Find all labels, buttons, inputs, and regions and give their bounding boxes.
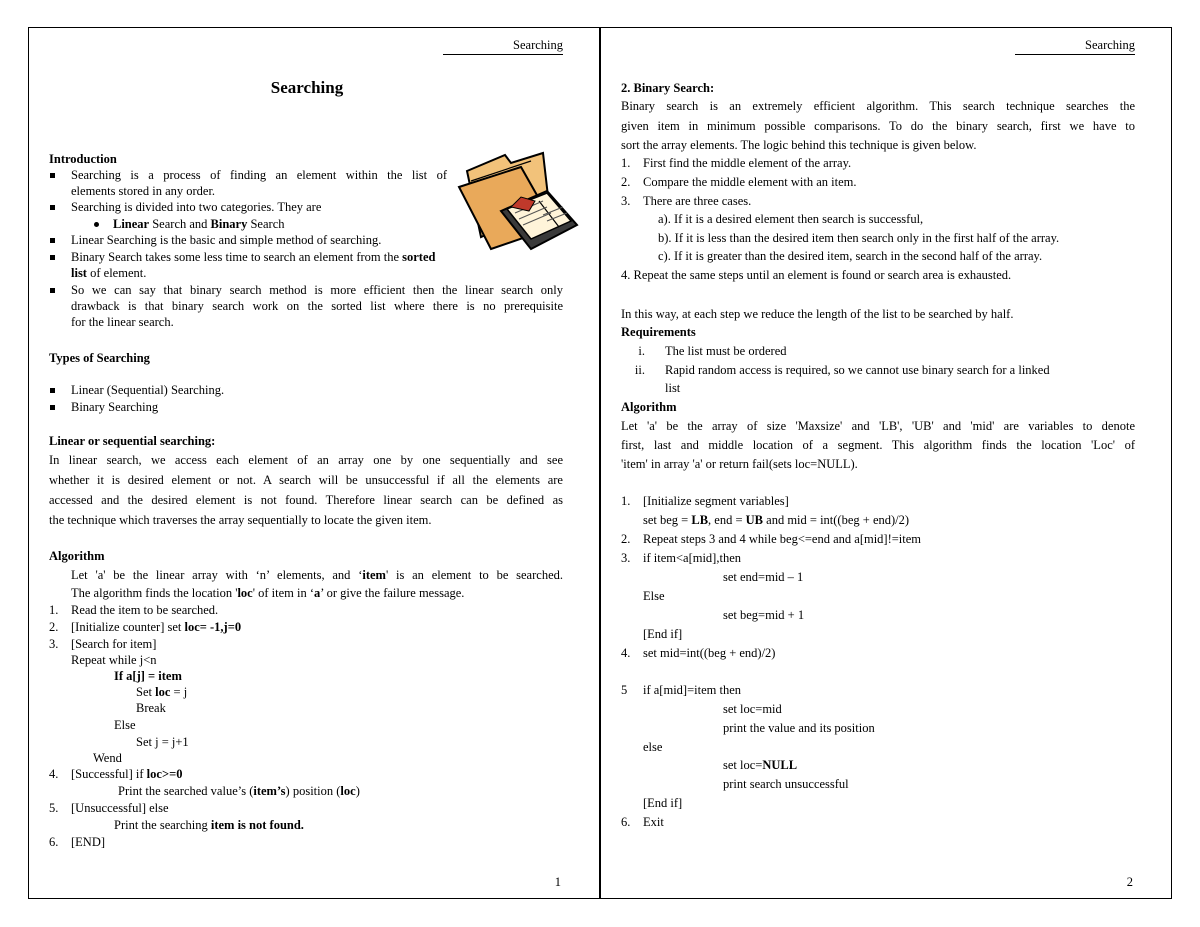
binary-paragraph-1: Binary search is an extremely efficient algorithm. This search technique searches the — [621, 99, 1135, 113]
step-2-number: 2. — [49, 620, 59, 634]
folder-book-clipart — [451, 141, 587, 253]
step-1-number: 1. — [49, 603, 59, 617]
algo-step-3-set-end: set end=mid – 1 — [723, 570, 804, 584]
loc-bold: loc — [237, 586, 253, 600]
step-4-bold: loc>=0 — [146, 767, 183, 781]
page-2 — [600, 27, 1172, 899]
step-5-print — [114, 817, 304, 833]
step-3-break: Break — [136, 701, 166, 715]
requirement-1: The list must be ordered — [665, 344, 787, 358]
print-a: Print the searched value’s ( — [118, 784, 254, 798]
algo-step-1: [Initialize segment variables] — [643, 494, 789, 508]
mid-text: and mid = int((beg + end)/2) — [763, 513, 910, 527]
page-title: Searching — [270, 78, 344, 97]
algorithm-heading: Algorithm — [49, 549, 105, 563]
algo-step-5-print-fail: print search unsuccessful — [723, 777, 849, 791]
algorithm-intro-1 — [71, 567, 563, 583]
step-2-text — [71, 619, 241, 635]
set-text: Set — [136, 685, 156, 699]
linear-paragraph-line-1: In linear search, we access each element of an array one by one sequentially and see — [49, 453, 563, 467]
logic-step-1: First find the middle element of the array. — [643, 156, 852, 170]
logic-step-2-number: 2. — [621, 175, 631, 189]
print-c: ) — [355, 784, 360, 798]
logic-step-2: Compare the middle element with an item. — [643, 175, 857, 189]
list-bold: list — [71, 266, 87, 280]
types-item-1: Linear (Sequential) Searching. — [71, 383, 225, 397]
algorithm-heading: Algorithm — [621, 400, 677, 414]
print-b: ) position ( — [285, 784, 341, 798]
algo-step-5-set-loc: set loc=mid — [723, 702, 782, 716]
intro-bullet-5a: So we can say that binary search method is more efficient then the linear search only — [71, 283, 563, 297]
intro-bullet-5c: for the linear search. — [71, 315, 174, 329]
algo-step-2-number: 2. — [621, 532, 631, 546]
algorithm-paragraph-2: first, last and middle location of a segment. This algorithm finds the location 'Loc' of — [621, 438, 1135, 452]
binary-paragraph-2: given item in minimum possible comparisons. To do the binary search, first we have to — [621, 119, 1135, 133]
logic-step-3: There are three cases. — [643, 194, 752, 208]
bullet-square — [50, 205, 55, 210]
case-b: b). If it is less than the desired item then search only in the first half of the array. — [658, 231, 1060, 245]
step-4-print — [118, 783, 360, 799]
intro-bullet-4b — [71, 265, 146, 281]
step-3-set-j: Set j = j+1 — [136, 735, 189, 749]
step-4-plain: [Successful] if — [71, 767, 147, 781]
algo-step-3-set-beg: set beg=mid + 1 — [723, 608, 805, 622]
step-3-wend: Wend — [93, 751, 122, 765]
page-number: 2 — [1126, 875, 1133, 889]
bullet-square — [50, 388, 55, 393]
page-header-label: Searching — [443, 38, 563, 55]
algo-intro-2b: ' of item in ‘ — [252, 586, 315, 600]
loc-bold: loc — [155, 685, 171, 699]
types-heading: Types of Searching — [49, 351, 150, 365]
algo-step-5-endif: [End if] — [643, 796, 683, 810]
linear-bold: Linear — [113, 217, 150, 231]
item-bold: item — [362, 568, 386, 582]
algo-step-5-number: 5 — [621, 683, 628, 697]
binary-bold: Binary — [210, 217, 248, 231]
step-5-text: [Unsuccessful] else — [71, 801, 169, 815]
algo-intro-2c: ’ or give the failure message. — [320, 586, 465, 600]
algo-step-5-else: else — [643, 740, 663, 754]
loc-bold: loc — [340, 784, 356, 798]
intro-bullet-2: Searching is divided into two categories. They are — [71, 200, 322, 214]
types-item-2: Binary Searching — [71, 400, 159, 414]
bullet-square — [50, 238, 55, 243]
linear-paragraph-line-2: whether it is desired element or not. A search will be unsuccessful if all the elements are — [49, 473, 563, 487]
algo-step-6: Exit — [643, 815, 664, 829]
algo-step-5: if a[mid]=item then — [643, 683, 741, 697]
linear-paragraph-line-3: accessed and the desired element is not found. Therefore linear search can be defined as — [49, 493, 563, 507]
algo-step-5-print: print the value and its position — [723, 721, 875, 735]
page-header-label: Searching — [1015, 38, 1135, 55]
step-1-text: Read the item to be searched. — [71, 603, 219, 617]
step-2-plain: [Initialize counter] set — [71, 620, 185, 634]
search-and-text: Search and — [149, 217, 211, 231]
algo-step-3-number: 3. — [621, 551, 631, 565]
step-2-bold: loc= -1,j=0 — [184, 620, 242, 634]
algo-intro-1a: Let 'a' be the linear array with ‘n’ elements, and ‘ — [71, 568, 363, 582]
equals-j-text: = j — [170, 685, 188, 699]
set-loc-text: set loc= — [723, 758, 763, 772]
page-number: 1 — [554, 875, 561, 889]
ub-bold: UB — [745, 513, 764, 527]
case-c: c). If it is greater than the desired item, search in the second half of the array. — [658, 249, 1043, 263]
print-bold: item is not found. — [210, 818, 304, 832]
algorithm-paragraph-1: Let 'a' be the array of size 'Maxsize' and 'LB', 'UB' and 'mid' are variables to denote — [621, 419, 1135, 433]
algo-step-3: if item<a[mid],then — [643, 551, 741, 565]
requirement-2b: list — [665, 381, 681, 395]
print-plain: Print the searching — [114, 818, 211, 832]
step-4-text — [71, 766, 182, 782]
algo-step-5-set-null — [723, 757, 797, 773]
bullet-square — [50, 255, 55, 260]
search-text: Search — [247, 217, 285, 231]
algo-step-1-number: 1. — [621, 494, 631, 508]
step-3-set-loc — [136, 684, 187, 700]
step-3-text: [Search for item] — [71, 637, 157, 651]
bullet-square — [50, 288, 55, 293]
case-a: a). If it is a desired element then search is successful, — [658, 212, 924, 226]
intro-sub-bullet — [113, 216, 285, 232]
intro-bullet-1b: elements stored in any order. — [71, 184, 216, 198]
logic-step-1-number: 1. — [621, 156, 631, 170]
requirements-heading: Requirements — [621, 325, 696, 339]
half-sentence: In this way, at each step we reduce the length of the list to be searched by half. — [621, 307, 1014, 321]
null-bold: NULL — [762, 758, 798, 772]
step-3-number: 3. — [49, 637, 59, 651]
intro-bullet-4a — [71, 249, 435, 265]
a-bold: a — [314, 586, 321, 600]
step-5-number: 5. — [49, 801, 59, 815]
logic-step-4: 4. Repeat the same steps until an element is found or search area is exhausted. — [621, 268, 1012, 282]
intro-bullet-3: Linear Searching is the basic and simple method of searching. — [71, 233, 382, 247]
bullet-dot — [94, 222, 99, 227]
step-4-number: 4. — [49, 767, 59, 781]
algo-step-1b — [643, 512, 909, 528]
algo-step-2: Repeat steps 3 and 4 while beg<=end and a[mid]!=item — [643, 532, 922, 546]
end-text: , end = — [708, 513, 746, 527]
step-3-else: Else — [114, 718, 136, 732]
step-3-if: If a[j] = item — [114, 669, 182, 683]
intro-heading: Introduction — [49, 152, 117, 166]
algo-step-4-number: 4. — [621, 646, 631, 660]
lb-bold: LB — [691, 513, 709, 527]
requirement-2-number: ii. — [634, 363, 645, 377]
algorithm-paragraph-3: 'item' in array 'a' or return fail(sets loc=NULL). — [621, 457, 858, 471]
page-1 — [28, 27, 600, 899]
bullet-square — [50, 173, 55, 178]
set-beg-text: set beg = — [643, 513, 692, 527]
items-bold: item’s — [253, 784, 286, 798]
intro-bullet-1a: Searching is a process of finding an element within the list of — [71, 168, 447, 182]
bullet-square — [50, 405, 55, 410]
algo-step-4: set mid=int((beg + end)/2) — [643, 646, 776, 660]
requirement-1-number: i. — [638, 344, 645, 358]
algo-step-6-number: 6. — [621, 815, 631, 829]
algorithm-intro-2 — [71, 585, 464, 601]
linear-heading: Linear or sequential searching: — [49, 434, 216, 448]
step-6-number: 6. — [49, 835, 59, 849]
algo-step-3-endif: [End if] — [643, 627, 683, 641]
binary-heading: 2. Binary Search: — [621, 81, 715, 95]
sorted-bold: sorted — [402, 250, 436, 264]
intro-bullet-5b: drawback is that binary search work on the sorted list where there is no prerequisite — [71, 299, 563, 313]
intro-bullet-4-text: Binary Search takes some less time to search an element from the — [71, 250, 403, 264]
algo-step-3-else: Else — [643, 589, 665, 603]
requirement-2a: Rapid random access is required, so we cannot use binary search for a linked — [665, 363, 1050, 377]
binary-paragraph-3: sort the array elements. The logic behind this technique is given below. — [621, 138, 977, 152]
step-6-text: [END] — [71, 835, 106, 849]
logic-step-3-number: 3. — [621, 194, 631, 208]
algo-intro-2a: The algorithm finds the location ' — [71, 586, 238, 600]
step-3-repeat: Repeat while j<n — [71, 653, 157, 667]
linear-paragraph-line-4: the technique which traverses the array sequentially to locate the given item. — [49, 513, 432, 527]
of-element-text: of element. — [86, 266, 147, 280]
algo-intro-1b: ' is an element to be searched. — [385, 568, 563, 582]
